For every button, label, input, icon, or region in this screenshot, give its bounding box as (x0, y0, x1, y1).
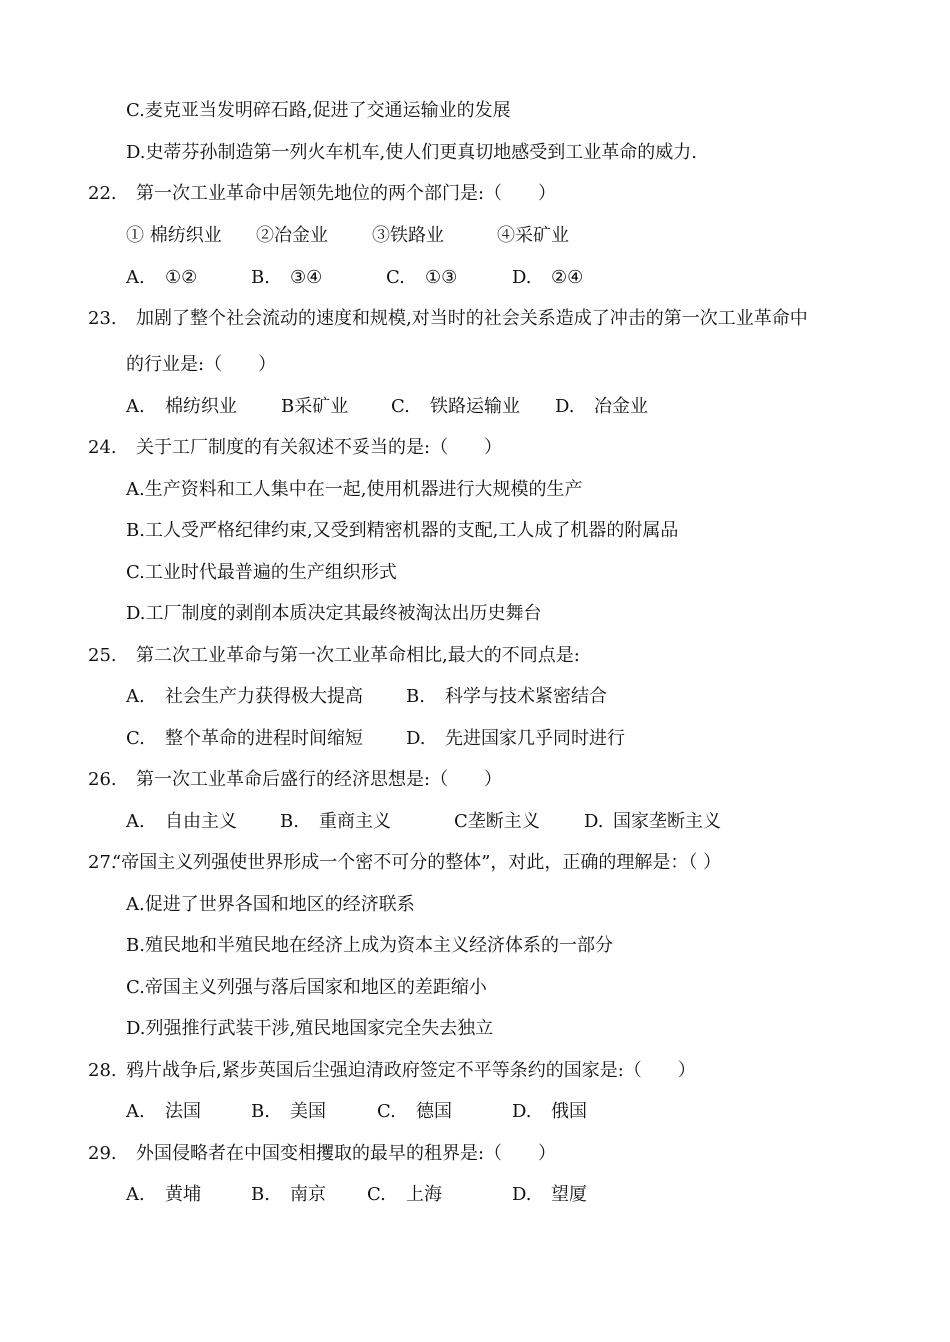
question-text: 第一次工业革命中居领先地位的两个部门是:（ ） (136, 183, 557, 204)
q21-option-d: D.史蒂芬孙制造第一列火车机车,使人们更真切地感受到工业革命的威力. (126, 142, 697, 163)
option-b-text: 南京 (290, 1184, 326, 1205)
option-a-letter: A. (126, 811, 145, 832)
option-b-letter: B. (251, 1101, 270, 1122)
option-d-letter: D. (512, 1184, 532, 1205)
question-text: 外国侵略者在中国变相攫取的最早的租界是:（ ） (136, 1143, 557, 1164)
question-number: 24. (88, 437, 117, 458)
question-number: 26. (88, 769, 117, 790)
option-b-text: 科学与技术紧密结合 (445, 686, 607, 707)
question-number: 22. (88, 183, 117, 204)
item-4: ④采矿业 (497, 225, 569, 246)
question-number: 28. (88, 1060, 117, 1081)
question-number: 29. (88, 1143, 117, 1164)
question-number: 23. (88, 308, 117, 329)
option-d: D.列强推行武装干涉,殖民地国家完全失去独立 (126, 1018, 494, 1039)
question-number: 25. (88, 645, 117, 666)
option-d-text: 冶金业 (594, 396, 648, 417)
item-1: ① 棉纺织业 (126, 225, 222, 246)
option-c-letter: C. (377, 1101, 396, 1122)
option-d-text: 先进国家几乎同时进行 (445, 728, 625, 749)
option-b-letter: B. (280, 811, 299, 832)
question-text: “帝国主义列强使世界形成一个密不可分的整体”，对此，正确的理解是：（ ） (112, 852, 722, 873)
option-b-letter: B. (251, 267, 270, 288)
option-d-letter: D. (555, 396, 575, 417)
option-a-text: 棉纺织业 (165, 396, 237, 417)
question-number: 27. (88, 852, 117, 873)
option-a-letter: A. (126, 1101, 145, 1122)
option-d-text: ②④ (551, 267, 584, 288)
option-c: C.工业时代最普遍的生产组织形式 (126, 562, 397, 583)
option-d-text: 俄国 (551, 1101, 587, 1122)
option-a-letter: A. (126, 1184, 145, 1205)
item-2: ②冶金业 (256, 225, 328, 246)
option-c: C.帝国主义列强与落后国家和地区的差距缩小 (126, 977, 487, 998)
option-b: B.殖民地和半殖民地在经济上成为资本主义经济体系的一部分 (126, 935, 613, 956)
option-a-text: ①② (165, 267, 198, 288)
option-c-letter: C. (367, 1184, 386, 1205)
option-b-letter: B. (406, 686, 425, 707)
question-text: 加剧了整个社会流动的速度和规模,对当时的社会关系造成了冲击的第一次工业革命中 (136, 308, 808, 329)
option-c-text: 整个革命的进程时间缩短 (165, 728, 363, 749)
option-c-text: 上海 (406, 1184, 442, 1205)
option-a: A.生产资料和工人集中在一起,使用机器进行大规模的生产 (126, 479, 583, 500)
option-c-letter: C. (386, 267, 405, 288)
option-b-text: ③④ (290, 267, 323, 288)
question-text-continued: 的行业是:（ ） (126, 354, 277, 375)
option-c-letter: C. (126, 728, 145, 749)
question-text: 第二次工业革命与第一次工业革命相比,最大的不同点是: (136, 645, 580, 666)
option-a-text: 黄埔 (165, 1184, 201, 1205)
option-d-letter: D. (406, 728, 426, 749)
option-b: B.工人受严格纪律约束,又受到精密机器的支配,工人成了机器的附属品 (126, 520, 679, 541)
option-a-letter: A. (126, 396, 145, 417)
option-a-letter: A. (126, 267, 145, 288)
option-c-text: 德国 (416, 1101, 452, 1122)
q21-option-c: C.麦克亚当发明碎石路,促进了交通运输业的发展 (126, 100, 511, 121)
option-a-letter: A. (126, 686, 145, 707)
option-a: A.促进了世界各国和地区的经济联系 (126, 894, 415, 915)
option-c-text: ①③ (425, 267, 458, 288)
option-b-text: 美国 (290, 1101, 326, 1122)
option-c-text: 铁路运输业 (430, 396, 520, 417)
option-d-text: 望厦 (551, 1184, 587, 1205)
option-d: D.工厂制度的剥削本质决定其最终被淘汰出历史舞台 (126, 603, 542, 624)
option-d-letter: D. (512, 1101, 532, 1122)
option-a-text: 法国 (165, 1101, 201, 1122)
question-text: 第一次工业革命后盛行的经济思想是:（ ） (136, 769, 503, 790)
option-d-letter: D. (512, 267, 532, 288)
question-text: 关于工厂制度的有关叙述不妥当的是:（ ） (136, 437, 503, 458)
question-text: 鸦片战争后,紧步英国后尘强迫清政府签定不平等条约的国家是:（ ） (126, 1060, 696, 1081)
item-3: ③铁路业 (372, 225, 444, 246)
option-a-text: 社会生产力获得极大提高 (165, 686, 363, 707)
option-c-text: C垄断主义 (454, 811, 540, 832)
option-c-letter: C. (391, 396, 410, 417)
option-d-text: 国家垄断主义 (613, 811, 721, 832)
option-b-letter: B. (251, 1184, 270, 1205)
option-d-letter: D. (584, 811, 604, 832)
option-b-text: B采矿业 (281, 396, 349, 417)
option-a-text: 自由主义 (165, 811, 237, 832)
option-b-text: 重商主义 (319, 811, 391, 832)
